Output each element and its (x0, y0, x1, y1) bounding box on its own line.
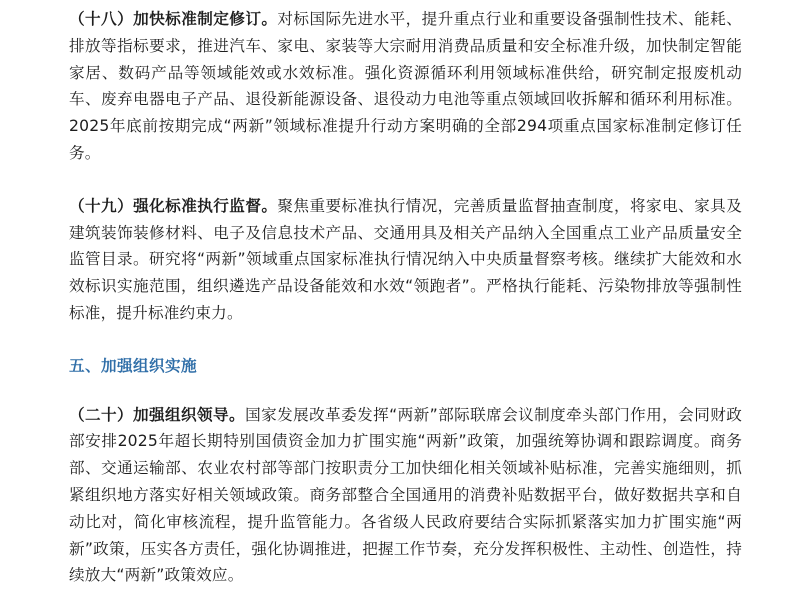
paragraph-18 (69, 6, 742, 167)
paragraph-18-lead: （十八）加快标准制定修订。 (69, 10, 278, 28)
paragraph-19 (69, 193, 742, 327)
section-heading: 五、加强组织实施 (69, 356, 197, 375)
paragraph-18-body: 对标国际先进水平，提升重点行业和重要设备强制性技术、能耗、排放等指标要求，推进汽车、家电、家装等大宗耐用消费品质量和安全标准升级，加快制定智能家居、数码产品等领域能效或水效标准。强化资源循环利用领域标准供给，研究制定报废机动车、废弃电器电子产品、退役新能源设备、退役动力电池等重点领域回收拆解和循环利用标准。2025年底前按期完成“两新”领域标准提升行动方案明确的全部294项重点国家标准制定修订任务。 (69, 10, 742, 162)
paragraph-19-lead: （十九）强化标准执行监督。 (69, 196, 278, 215)
paragraph-20-lead: （二十）加强组织领导。 (69, 405, 246, 424)
paragraph-20-body: 国家发展改革委发挥“两新”部际联席会议制度牵头部门作用，会同财政部安排2025年超长期特别国债资金加力扩围实施“两新”政策，加强统筹协调和跟踪调度。商务部、交通运输部、农业农村部等部门按职责分工加快细化相关领域补贴标准，完善实施细则，抓紧组织地方落实好相关领域政策。商务部整合全国通用的消费补贴数据平台，做好数据共享和自动比对，简化审核流程，提升监管能力。各省级人民政府要结合实际抓紧落实加力扩围实施“两新”政策，压实各方责任，强化协调推进，把握工作节奏，充分发挥积极性、主动性、创造性，持续放大“两新”政策效应。 (69, 405, 742, 585)
paragraph-20 (69, 402, 742, 590)
paragraph-19-body: 聚焦重要标准执行情况，完善质量监督抽查制度，将家电、家具及建筑装饰装修材料、电子及信息技术产品、交通用具及相关产品纳入全国重点工业产品质量安全监管目录。研究将“两新”领域重点国家标准执行情况纳入中央质量督察考核。继续扩大能效和水效标识实施范围，组织遴选产品设备能效和水效“领跑者”。严格执行能耗、污染物排放等强制性标准，提升标准约束力。 (69, 196, 742, 322)
